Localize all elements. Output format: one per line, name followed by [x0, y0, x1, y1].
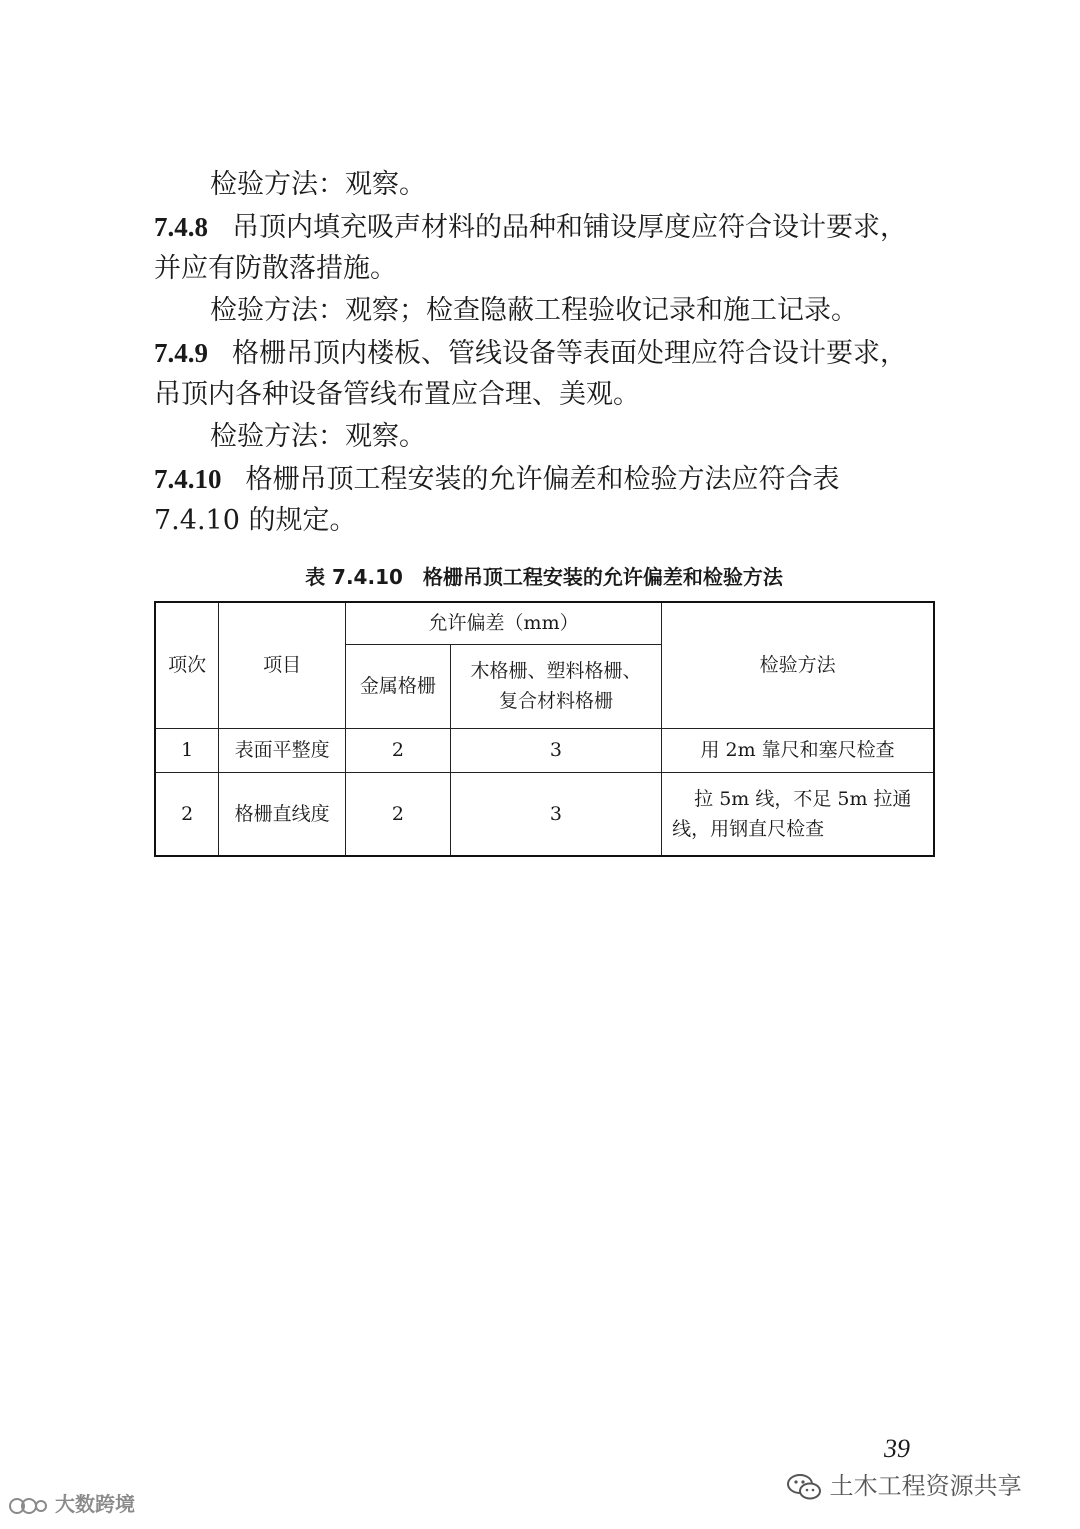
cell-metal: 2 [346, 728, 451, 772]
table-row [155, 728, 934, 772]
table-row [155, 772, 934, 856]
cell-item: 格栅直线度 [219, 772, 346, 856]
clause-number: 7.4.10 [154, 464, 222, 494]
watermark-right-text: 土木工程资源共享 [829, 1472, 1022, 1500]
clause-7-4-9 [154, 335, 907, 372]
header-other-line2: 复合材料格栅 [498, 690, 613, 712]
header-other-grille [450, 644, 661, 728]
cell-item: 表面平整度 [219, 728, 346, 772]
clause-text: 格栅吊顶内楼板、管线设备等表面处理应符合设计要求， [232, 338, 907, 369]
cell-index: 1 [155, 728, 219, 772]
cell-metal: 2 [346, 772, 451, 856]
cell-other: 3 [450, 728, 661, 772]
clause-7-4-10 [154, 461, 840, 498]
cell-index: 2 [155, 772, 219, 856]
clause-7-4-10-cont: 7.4.10 的规定。 [154, 505, 357, 536]
clause-number: 7.4.8 [154, 212, 208, 242]
cell-method: 用 2m 靠尺和塞尺检查 [662, 728, 934, 772]
header-method: 检验方法 [662, 602, 934, 728]
paragraph-inspection-2: 检验方法：观察；检查隐蔽工程验收记录和施工记录。 [210, 295, 858, 326]
watermark-left-text: 大数跨境 [54, 1492, 135, 1516]
clause-text: 吊顶内填充吸声材料的品种和铺设厚度应符合设计要求， [232, 212, 907, 243]
cell-method-line1: 拉 5m 线，不足 5m 拉通 [694, 787, 912, 810]
paragraph-inspection-3: 检验方法：观察。 [210, 421, 426, 452]
clause-7-4-8 [154, 209, 907, 246]
header-item: 项目 [219, 602, 346, 728]
paragraph-inspection-1: 检验方法：观察。 [210, 169, 426, 200]
wechat-icon [786, 1472, 822, 1502]
header-index: 项次 [155, 602, 219, 728]
header-other-line1: 木格栅、塑料格栅、 [470, 660, 642, 682]
clause-number: 7.4.9 [154, 338, 208, 368]
watermark-left [8, 1488, 135, 1517]
cell-method [662, 772, 934, 856]
watermark-right [786, 1466, 1022, 1502]
cell-method-line2: 线，用钢直尺检查 [672, 817, 825, 840]
table-caption: 表 7.4.10 格栅吊顶工程安装的允许偏差和检验方法 [305, 565, 783, 589]
watermark-logo-icon [8, 1495, 48, 1517]
header-metal-grille: 金属格栅 [346, 644, 451, 728]
tolerance-table [154, 601, 935, 857]
clause-7-4-9-cont: 吊顶内各种设备管线布置应合理、美观。 [154, 379, 640, 410]
cell-other: 3 [450, 772, 661, 856]
clause-7-4-8-cont: 并应有防散落措施。 [154, 253, 397, 284]
header-tolerance: 允许偏差（mm） [346, 602, 662, 644]
clause-text: 格栅吊顶工程安装的允许偏差和检验方法应符合表 [245, 464, 840, 495]
page-number: 39 [884, 1434, 910, 1463]
